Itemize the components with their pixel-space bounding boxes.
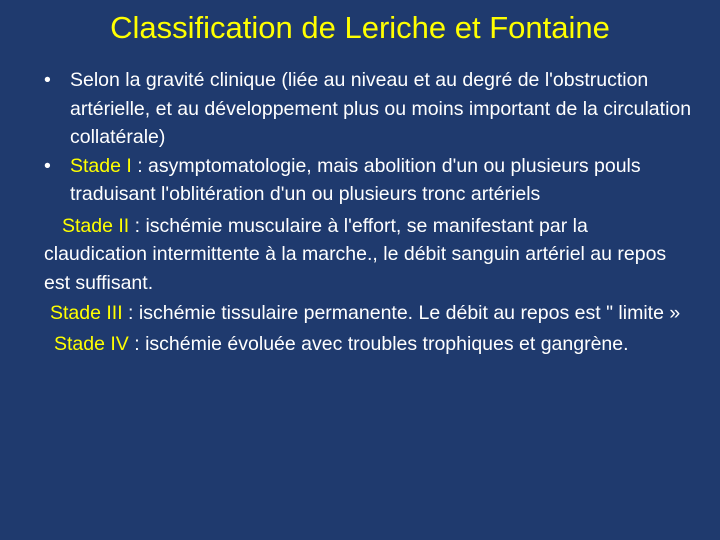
bullet-stage-1: [44, 152, 694, 209]
paragraph-stage-2: [44, 212, 694, 298]
stage-2-label: Stade II: [62, 214, 130, 237]
bullet-icon: •: [44, 154, 51, 177]
stage-1-label: Stade I: [70, 154, 132, 177]
slide-body: [44, 66, 694, 358]
paragraph-stage-3: [44, 299, 694, 328]
slide-title: Classification de Leriche et Fontaine: [110, 10, 610, 45]
paragraph-stage-4: [44, 330, 694, 359]
stage-4-text: : ischémie évoluée avec troubles trophiques et gangrène.: [128, 332, 629, 355]
bullet-intro: [44, 66, 694, 152]
stage-1-text: : asymptomatologie, mais abolition d'un ou plusieurs pouls traduisant l'oblitération d'un ou plusieurs tronc artériels: [70, 154, 641, 205]
stage-3-label: Stade III: [50, 302, 123, 324]
stage-4-label: Stade IV: [54, 332, 129, 355]
bullet-intro-text: Selon la gravité clinique (liée au niveau et au degré de l'obstruction artérielle, et au développement plus ou moins important de la circulation collatérale): [70, 69, 692, 148]
bullet-icon: •: [44, 69, 51, 91]
stage-2-text: : ischémie musculaire à l'effort, se manifestant par la claudication intermittente à la marche., le débit sanguin artériel au repos est suffisant.: [44, 214, 667, 294]
stage-3-text: : ischémie tissulaire permanente. Le débit au repos est " limite »: [122, 302, 681, 324]
